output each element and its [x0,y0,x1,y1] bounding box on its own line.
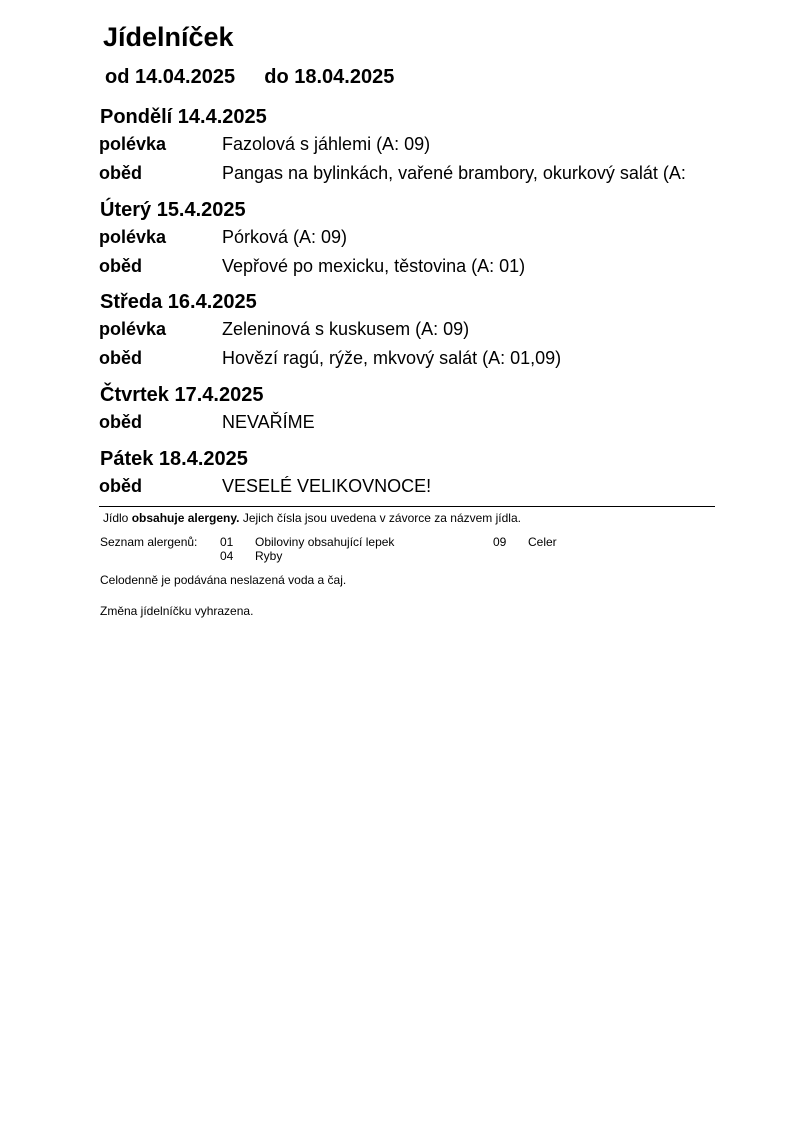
water-note: Celodenně je podávána neslazená voda a čaj. [100,573,347,587]
allergen-name: Celer [528,535,557,549]
meal-text: Fazolová s jáhlemi (A: 09) [222,134,431,154]
page-title: Jídelníček [103,22,234,52]
allergen-code: 01 [220,535,234,549]
meal-text: NEVAŘÍME [222,412,315,432]
date-range [105,64,394,90]
to-label: do [264,66,289,88]
meal-type: polévka [99,227,167,247]
day-heading-monday: Pondělí 14.4.2025 [100,106,267,128]
from-label: od [105,66,130,88]
allergen-note [103,511,521,526]
allergen-code: 09 [493,535,507,549]
allergen-code: 04 [220,549,234,563]
change-note: Změna jídelníčku vyhrazena. [100,604,254,618]
meal-type: oběd [99,348,142,368]
allergen-name: Ryby [255,549,283,563]
meal-text: Pangas na bylinkách, vařené brambory, okurkový salát (A: [222,163,686,183]
allergen-note-suffix: Jejich čísla jsou uvedena v závorce za názvem jídla. [239,511,521,525]
to-date: 18.04.2025 [294,66,395,88]
allergen-note-bold: obsahuje alergeny. [131,511,240,525]
allergen-list-label: Seznam alergenů: [100,535,198,549]
meal-text: Hovězí ragú, rýže, mkvový salát (A: 01,09) [222,348,562,368]
meal-text: Pórková (A: 09) [222,227,348,247]
day-heading-wednesday: Středa 16.4.2025 [100,291,257,313]
allergen-note-prefix: Jídlo [103,511,132,525]
meal-type: polévka [99,319,167,339]
meal-type: oběd [99,256,142,276]
day-heading-friday: Pátek 18.4.2025 [100,448,248,470]
meal-type: polévka [99,134,167,154]
divider [99,506,715,507]
meal-text: Vepřové po mexicku, těstovina (A: 01) [222,256,526,276]
day-heading-tuesday: Úterý 15.4.2025 [100,199,246,221]
allergen-name: Obiloviny obsahující lepek [255,535,395,549]
meal-text: VESELÉ VELIKOVNOCE! [222,476,432,496]
meal-type: oběd [99,412,142,432]
meal-text: Zeleninová s kuskusem (A: 09) [222,319,470,339]
day-heading-thursday: Čtvrtek 17.4.2025 [100,384,264,406]
meal-type: oběd [99,476,142,496]
meal-type: oběd [99,163,142,183]
from-date: 14.04.2025 [135,66,236,88]
